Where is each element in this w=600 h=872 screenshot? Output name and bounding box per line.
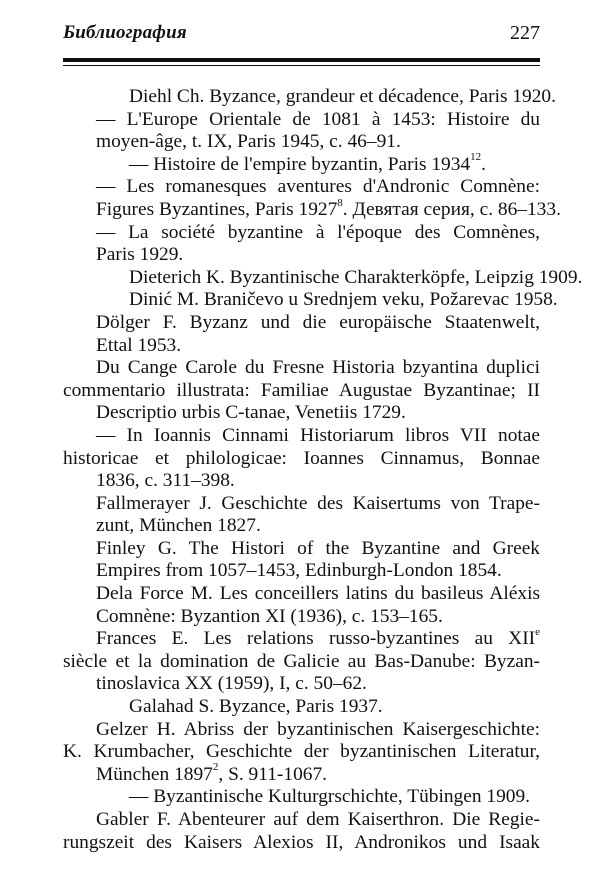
entry-text: Descriptio urbis C-tanae, Venetiis 1729. [96, 402, 406, 424]
entry-text: Ettal 1953. [96, 334, 182, 356]
bibliography-list [63, 86, 583, 854]
entry-text: Gelzer H. Abriss der byzantinischen Kaisergeschichte: [96, 718, 540, 740]
entry-line [63, 515, 540, 538]
entry-text: , S. 911-1067. [218, 763, 328, 785]
entry-line [63, 583, 540, 606]
entry-text: Paris 1929. [96, 244, 184, 266]
superscript: e [535, 625, 540, 638]
running-header [63, 22, 540, 52]
entry-line [63, 380, 540, 403]
bibliography-entry [63, 809, 540, 854]
entry-line [63, 131, 540, 154]
entry-text: Diehl Ch. Byzance, grandeur et décadence, Paris 1920. [129, 86, 556, 107]
entry-text: historicae et philologicae: Ioannes Cinnamus, Bonnae [63, 447, 540, 469]
entry-line [63, 176, 540, 199]
bibliography-entry [63, 176, 561, 221]
entry-text: Empires from 1057–1453, Edinburgh-London 1854. [96, 560, 502, 582]
bibliography-entry [63, 86, 556, 109]
bibliography-entry [63, 719, 540, 787]
entry-text: moyen-âge, t. IX, Paris 1945, c. 46–91. [96, 131, 401, 153]
entry-line [63, 696, 540, 719]
entry-line [63, 560, 540, 583]
entry-line [63, 402, 540, 425]
bibliography-entry [63, 583, 540, 628]
bibliography-entry [63, 493, 540, 538]
entry-text: — In Ioannis Cinnami Historiarum libros VII notae [96, 424, 540, 446]
entry-text: — Les romanesques aventures d'Andronic Comnène: [96, 176, 540, 198]
entry-text: — Byzantinische Kulturgrschichte, Tübingen 1909. [129, 786, 531, 808]
bibliography-entry [63, 266, 583, 290]
entry-line [63, 244, 540, 267]
entry-line [63, 625, 540, 651]
entry-line [63, 312, 540, 335]
bibliography-entry [63, 538, 540, 583]
bibliography-entry [63, 289, 558, 312]
entry-line [63, 673, 540, 696]
entry-line [63, 470, 540, 493]
entry-line [63, 538, 540, 561]
bibliography-entry [63, 786, 540, 809]
entry-text: Dela Force M. Les conceillers latins du basileus Aléxis [96, 583, 540, 605]
entry-text: Dinić M. Braničevo u Srednjem veku, Požarevac 1958. [129, 289, 558, 311]
entry-line [63, 109, 540, 132]
entry-line [63, 786, 540, 809]
entry-line [63, 741, 540, 764]
entry-text: — Histoire de l'empire byzantin, Paris 1934 [129, 153, 471, 175]
entry-text: 1836, c. 311–398. [96, 470, 235, 492]
bibliography-entry [63, 151, 540, 177]
entry-line [63, 196, 561, 222]
bibliography-entry [63, 312, 540, 357]
section-title: Библиография [63, 22, 187, 43]
entry-text: . [481, 153, 487, 175]
entry-text: Du Cange Carole du Fresne Historia bzyantina duplici [96, 357, 540, 379]
entry-text: rungszeit des Kaisers Alexios II, Andronikos und Isaak [63, 831, 540, 853]
entry-line [63, 86, 556, 109]
superscript: 8 [337, 196, 343, 209]
entry-text: Dölger F. Byzanz und die europäische Staatenwelt, [96, 311, 540, 333]
entry-text: Frances E. Les relations russo-byzantines au XII [96, 628, 536, 650]
entry-text: zunt, München 1827. [96, 515, 261, 537]
entry-line [63, 809, 540, 832]
bibliography-entry [63, 696, 540, 719]
entry-text: K. Krumbacher, Geschichte der byzantinischen Literatur, [63, 741, 540, 763]
bibliography-entry [63, 625, 540, 696]
entry-text: siècle et la domination de Galicie au Bas-Danube: Byzan- [63, 650, 540, 672]
bibliography-entry [63, 222, 540, 267]
entry-text: Comnène: Byzantion XI (1936), c. 153–165. [96, 605, 443, 627]
entry-line [63, 761, 540, 787]
entry-line [63, 651, 540, 674]
entry-text: Dieterich K. Byzantinische Charakterköpfe, Leipzig 1909. [129, 266, 583, 288]
entry-text: tinoslavica XX (1959), I, c. 50–62. [96, 673, 367, 695]
entry-line [63, 266, 583, 290]
entry-line [63, 151, 540, 177]
superscript: 2 [212, 761, 219, 774]
entry-line [63, 222, 540, 245]
page-number: 227 [510, 22, 540, 44]
entry-text: — La société byzantine à l'époque des Comnènes, [96, 221, 540, 243]
entry-text: Finley G. The Histori of the Byzantine and Greek [96, 537, 540, 559]
entry-text: commentario illustrata: Familiae Augustae Byzantinae; II [63, 379, 540, 401]
entry-line [63, 335, 540, 358]
entry-line [63, 493, 540, 516]
entry-text: Fallmerayer J. Geschichte des Kaisertums von Trape- [96, 492, 540, 514]
entry-line [63, 832, 540, 855]
entry-text: Galahad S. Byzance, Paris 1937. [129, 696, 383, 718]
entry-line [63, 448, 540, 471]
entry-line [63, 289, 558, 312]
entry-line [63, 719, 540, 742]
superscript: 12 [470, 151, 482, 164]
header-rule-thin [63, 65, 540, 66]
bibliography-entry [63, 109, 540, 154]
entry-line [63, 606, 540, 629]
bibliography-entry [63, 357, 540, 425]
entry-text: . Девятая серия, с. 86–133. [342, 198, 561, 220]
bibliography-entry [63, 425, 540, 493]
entry-text: Figures Byzantines, Paris 1927 [96, 198, 338, 220]
entry-line [63, 357, 540, 380]
entry-text: München 1897 [96, 763, 213, 785]
entry-text: Gabler F. Abenteurer auf dem Kaiserthron. Die Regie- [96, 809, 540, 830]
entry-line [63, 425, 540, 448]
entry-text: — L'Europe Orientale de 1081 à 1453: Histoire du [96, 108, 540, 130]
header-rule-thick [63, 58, 540, 62]
